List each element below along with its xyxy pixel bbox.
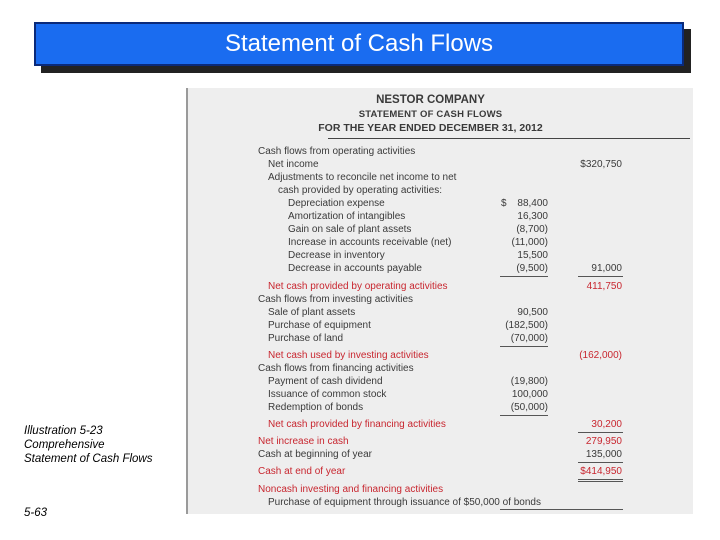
statement-row <box>188 419 693 432</box>
row-label: Net increase in cash <box>258 436 349 447</box>
subtotal-rule <box>500 276 548 277</box>
statement-row <box>188 436 693 449</box>
row-label: Cash at beginning of year <box>258 449 372 460</box>
row-amount-detail: (8,700) <box>516 224 548 235</box>
statement-row <box>188 263 693 276</box>
statement-row <box>188 333 693 346</box>
statement-row <box>188 172 693 185</box>
row-amount-detail: (11,000) <box>511 237 548 248</box>
row-label: Redemption of bonds <box>268 402 364 413</box>
row-amount-detail: 16,300 <box>517 211 548 222</box>
row-amount-detail: 100,000 <box>511 389 548 400</box>
statement-row <box>188 250 693 263</box>
statement-row <box>188 376 693 389</box>
statement-row <box>188 211 693 224</box>
row-amount-detail: (19,800) <box>510 376 548 387</box>
row-label: Cash flows from financing activities <box>258 363 414 374</box>
caption-line-3: Statement of Cash Flows <box>24 453 153 465</box>
row-amount-detail: (70,000) <box>510 333 548 344</box>
statement-row <box>188 185 693 198</box>
statement-title: STATEMENT OF CASH FLOWS <box>358 109 503 120</box>
statement-row <box>188 389 693 402</box>
row-amount-detail: 88,400 <box>517 198 548 209</box>
row-label: Adjustments to reconcile net income to net <box>268 172 457 183</box>
row-label: Depreciation expense <box>288 198 385 209</box>
row-amount-detail: (182,500) <box>505 320 548 331</box>
row-label: Purchase of equipment through issuance of $50,000 of bonds <box>268 497 541 508</box>
statement-row <box>188 402 693 415</box>
row-label: Cash flows from operating activities <box>258 146 416 157</box>
row-label: Payment of cash dividend <box>268 376 383 387</box>
subtotal-rule <box>500 509 623 510</box>
statement-row <box>188 307 693 320</box>
statement-row <box>188 281 693 294</box>
statement-row <box>188 484 693 497</box>
row-amount-total: $414,950 <box>580 466 622 477</box>
caption-line-1: Illustration 5-23 <box>24 425 103 437</box>
row-amount-detail: 90,500 <box>517 307 548 318</box>
row-amount-total: 91,000 <box>591 263 622 274</box>
statement-row <box>188 449 693 462</box>
row-label: cash provided by operating activities: <box>278 185 442 196</box>
row-amount-total: 279,950 <box>585 436 622 447</box>
row-label: Gain on sale of plant assets <box>288 224 412 235</box>
row-label: Purchase of land <box>268 333 344 344</box>
statement-row <box>188 363 693 376</box>
statement-row <box>188 237 693 250</box>
row-label: Cash flows from investing activities <box>258 294 414 305</box>
dollar-sign: $ <box>501 198 507 209</box>
statement-row <box>188 224 693 237</box>
row-label: Net income <box>268 159 319 170</box>
row-amount-total: (162,000) <box>579 350 622 361</box>
row-label: Decrease in accounts payable <box>288 263 422 274</box>
row-label: Net cash used by investing activities <box>268 350 429 361</box>
statement-row <box>188 198 693 211</box>
header-rule <box>328 138 690 139</box>
row-label: Net cash provided by operating activities <box>268 281 448 292</box>
row-amount-detail: (9,500) <box>516 263 548 274</box>
caption-line-2: Comprehensive <box>24 439 105 451</box>
slide-title: Statement of Cash Flows <box>34 22 684 66</box>
total-double-rule <box>578 479 623 482</box>
row-label: Cash at end of year <box>258 466 346 477</box>
row-amount-total: 30,200 <box>591 419 622 430</box>
row-label: Net cash provided by financing activities <box>268 419 446 430</box>
row-label: Purchase of equipment <box>268 320 371 331</box>
row-amount-detail: 15,500 <box>517 250 548 261</box>
row-label: Increase in accounts receivable (net) <box>288 237 452 248</box>
row-label: Amortization of intangibles <box>288 211 406 222</box>
statement-row <box>188 466 693 479</box>
subtotal-rule <box>500 346 548 347</box>
subtotal-rule <box>500 415 548 416</box>
statement-row <box>188 294 693 307</box>
statement-row <box>188 159 693 172</box>
statement-row <box>188 146 693 159</box>
row-amount-total: $320,750 <box>580 159 622 170</box>
statement-row <box>188 350 693 363</box>
cash-flow-statement <box>186 88 693 514</box>
statement-row <box>188 320 693 333</box>
subtotal-rule <box>578 432 623 433</box>
subtotal-rule <box>578 276 623 277</box>
row-label: Sale of plant assets <box>268 307 356 318</box>
row-label: Decrease in inventory <box>288 250 385 261</box>
illustration-caption <box>24 424 184 466</box>
company-name: NESTOR COMPANY <box>376 94 485 106</box>
statement-period: FOR THE YEAR ENDED DECEMBER 31, 2012 <box>318 122 543 134</box>
subtotal-rule <box>578 462 623 463</box>
row-amount-total: 411,750 <box>586 281 622 292</box>
row-amount-detail: (50,000) <box>510 402 548 413</box>
slide-number: 5-63 <box>24 507 48 519</box>
row-amount-total: 135,000 <box>585 449 622 460</box>
row-label: Issuance of common stock <box>268 389 387 400</box>
row-label: Noncash investing and financing activities <box>258 484 444 495</box>
